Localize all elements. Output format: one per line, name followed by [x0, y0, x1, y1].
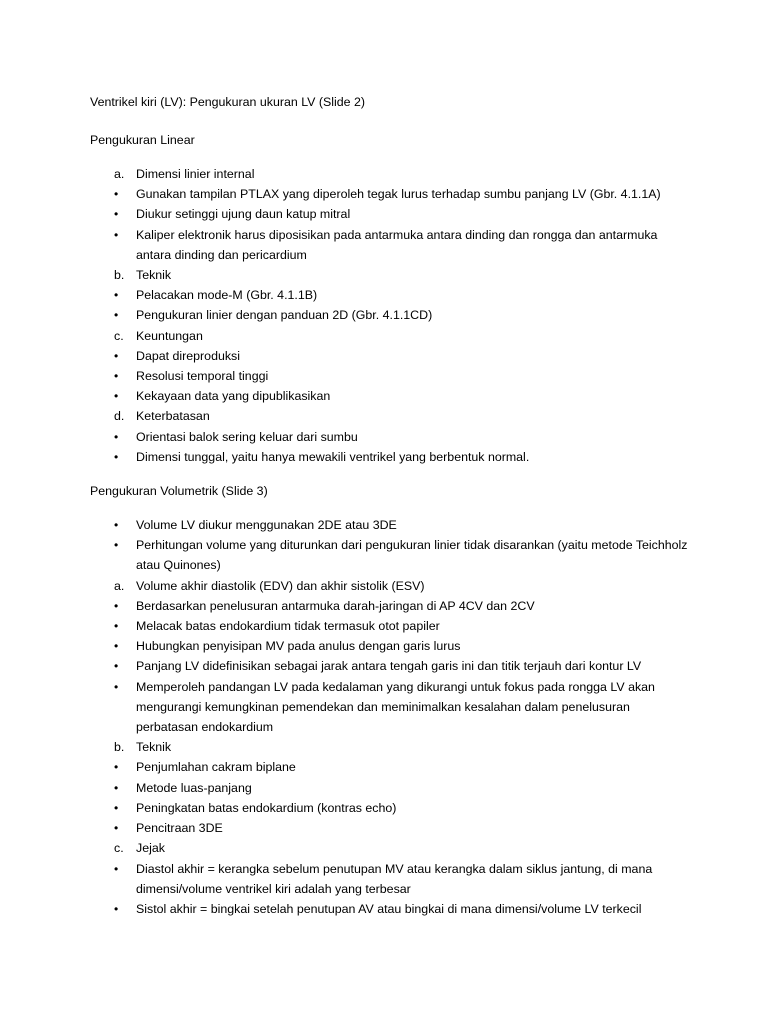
bullet-marker: • — [114, 619, 119, 634]
bullet-marker: • — [114, 288, 119, 303]
volumetric-measurement-list — [90, 515, 690, 919]
section-heading-linear: Pengukuran Linear — [90, 133, 195, 147]
bullet-marker: • — [114, 449, 119, 464]
list-item — [90, 576, 690, 596]
list-item — [90, 737, 690, 757]
list-item — [90, 326, 690, 346]
list-item-text: Melacak batas endokardium tidak termasuk otot papiler — [136, 619, 440, 634]
list-item — [90, 285, 690, 305]
bullet-marker: • — [114, 861, 119, 876]
list-item-text: Hubungkan penyisipan MV pada anulus dengan garis lurus — [136, 639, 461, 654]
list-item-text: Teknik — [136, 740, 172, 755]
linear-measurement-list — [90, 164, 690, 467]
bullet-marker: • — [114, 800, 119, 815]
bullet-marker: • — [114, 538, 119, 553]
letter-marker: a. — [114, 167, 125, 181]
list-item — [90, 899, 690, 919]
bullet-marker: • — [114, 598, 119, 613]
list-item — [90, 838, 690, 858]
list-item — [90, 225, 690, 265]
list-item — [90, 305, 690, 325]
bullet-marker: • — [114, 187, 119, 202]
letter-marker: d. — [114, 409, 125, 424]
list-item — [90, 366, 690, 386]
list-item — [90, 386, 690, 406]
list-item-text: Resolusi temporal tinggi — [136, 369, 269, 384]
list-item-text: Dimensi tunggal, yaitu hanya mewakili ventrikel yang berbentuk normal. — [136, 449, 530, 464]
list-item-text: Pengukuran linier dengan panduan 2D (Gbr. 4.1.1CD) — [136, 308, 433, 323]
list-item-text: Jejak — [136, 841, 165, 856]
list-item — [90, 406, 690, 426]
letter-marker: b. — [114, 268, 125, 283]
list-item-text: Penjumlahan cakram biplane — [136, 760, 296, 775]
list-item-text: Memperoleh pandangan LV pada kedalaman yang dikurangi untuk fokus pada rongga LV akan mengurangi kemungkinan pemendekan dan meminimalkan kesalahan dalam penelusuran perbatasan endokardium — [136, 679, 655, 735]
list-item-text: Berdasarkan penelusuran antarmuka darah-jaringan di AP 4CV dan 2CV — [136, 598, 535, 613]
letter-marker: b. — [114, 740, 125, 755]
document-title: Ventrikel kiri (LV): Pengukuran ukuran LV (Slide 2) — [90, 95, 366, 109]
list-item — [90, 346, 690, 366]
list-item-text: Dapat direproduksi — [136, 348, 241, 363]
list-item-text: Perhitungan volume yang diturunkan dari pengukuran linier tidak disarankan (yaitu metode Teichholz atau Quinones) — [136, 538, 688, 573]
list-item — [90, 596, 690, 616]
bullet-marker: • — [114, 659, 119, 674]
list-item-text: Pencitraan 3DE — [136, 821, 223, 836]
list-item-text: Panjang LV didefinisikan sebagai jarak antara tengah garis ini dan titik terjauh dari kontur LV — [136, 659, 642, 674]
bullet-marker: • — [114, 308, 119, 323]
bullet-marker: • — [114, 780, 119, 795]
list-item-text: Diukur setinggi ujung daun katup mitral — [136, 207, 351, 222]
list-item-text: Peningkatan batas endokardium (kontras echo) — [136, 800, 397, 815]
list-item-text: Kaliper elektronik harus diposisikan pada antarmuka antara dinding dan rongga dan antarmuka antara dinding dan pericardium — [136, 227, 658, 262]
bullet-marker: • — [114, 207, 119, 222]
list-item — [90, 515, 690, 535]
list-item-text: Dimensi linier internal — [136, 167, 255, 181]
list-item-text: Keuntungan — [136, 328, 203, 343]
list-item — [90, 427, 690, 447]
list-item — [90, 184, 690, 204]
letter-marker: c. — [114, 328, 124, 343]
list-item — [90, 204, 690, 224]
bullet-marker: • — [114, 901, 119, 916]
list-item-text: Diastol akhir = kerangka sebelum penutupan MV atau kerangka dalam siklus jantung, di mana dimensi/volume ventrikel kiri adalah yang terbesar — [136, 861, 653, 896]
list-item — [90, 164, 690, 184]
list-item-text: Gunakan tampilan PTLAX yang diperoleh tegak lurus terhadap sumbu panjang LV (Gbr. 4.1.1A) — [136, 187, 661, 202]
document-page — [90, 92, 690, 919]
list-item — [90, 798, 690, 818]
list-item-text: Kekayaan data yang dipublikasikan — [136, 389, 331, 404]
list-item — [90, 859, 690, 899]
list-item — [90, 535, 690, 575]
list-item-text: Orientasi balok sering keluar dari sumbu — [136, 429, 358, 444]
bullet-marker: • — [114, 429, 119, 444]
letter-marker: a. — [114, 578, 125, 593]
list-item-text: Metode luas-panjang — [136, 780, 252, 795]
list-item — [90, 677, 690, 738]
bullet-marker: • — [114, 760, 119, 775]
list-item-text: Sistol akhir = bingkai setelah penutupan AV atau bingkai di mana dimensi/volume LV terkecil — [136, 901, 642, 916]
list-item — [90, 778, 690, 798]
bullet-marker: • — [114, 679, 119, 694]
bullet-marker: • — [114, 348, 119, 363]
section-heading-volumetric: Pengukuran Volumetrik (Slide 3) — [90, 484, 268, 499]
list-item-text: Volume akhir diastolik (EDV) dan akhir sistolik (ESV) — [136, 578, 425, 593]
list-item-text: Volume LV diukur menggunakan 2DE atau 3DE — [136, 518, 397, 533]
bullet-marker: • — [114, 227, 119, 242]
bullet-marker: • — [114, 821, 119, 836]
bullet-marker: • — [114, 389, 119, 404]
list-item — [90, 757, 690, 777]
list-item — [90, 447, 690, 467]
list-item-text: Teknik — [136, 268, 172, 283]
bullet-marker: • — [114, 369, 119, 384]
list-item — [90, 616, 690, 636]
list-item-text: Pelacakan mode-M (Gbr. 4.1.1B) — [136, 288, 318, 303]
letter-marker: c. — [114, 841, 124, 856]
list-item-text: Keterbatasan — [136, 409, 210, 424]
list-item — [90, 265, 690, 285]
list-item — [90, 818, 690, 838]
bullet-marker: • — [114, 639, 119, 654]
bullet-marker: • — [114, 518, 119, 533]
list-item — [90, 656, 690, 676]
list-item — [90, 636, 690, 656]
